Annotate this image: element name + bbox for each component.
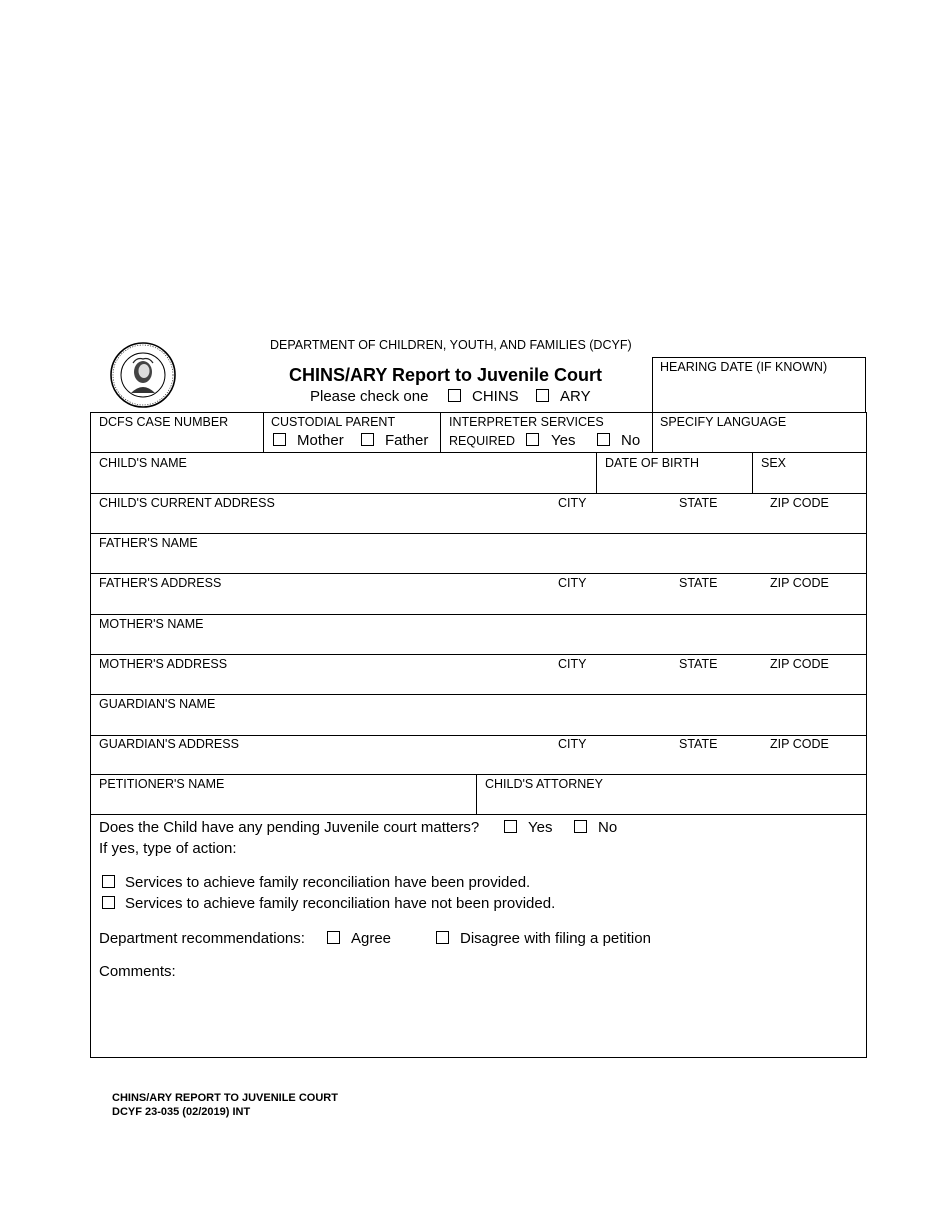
check-prompt: Please check one [310, 388, 429, 405]
specify-language-label: SPECIFY LANGUAGE [660, 415, 787, 429]
zip-code-label: ZIP CODE [770, 737, 829, 751]
divider [440, 412, 441, 452]
city-label: CITY [558, 737, 587, 751]
dept-recommendations-label: Department recommendations: [99, 930, 305, 947]
petitioner-name-label: PETITIONER'S NAME [99, 777, 225, 791]
city-label: CITY [558, 576, 587, 590]
zip-code-label: ZIP CODE [770, 496, 829, 510]
services-not-provided-checkbox[interactable] [102, 896, 115, 909]
ary-checkbox[interactable] [536, 389, 549, 402]
mother-label: Mother [297, 432, 344, 449]
father-checkbox[interactable] [361, 433, 374, 446]
services-not-provided-label: Services to achieve family reconciliation have not been provided. [125, 895, 556, 912]
guardian-address-label: GUARDIAN'S ADDRESS [99, 737, 239, 751]
pending-no-label: No [598, 819, 618, 836]
sex-label: SEX [761, 456, 787, 470]
required-label: REQUIRED [449, 434, 515, 448]
custodial-parent-label: CUSTODIAL PARENT [271, 415, 396, 429]
footer-form-title: CHINS/ARY REPORT TO JUVENILE COURT [112, 1092, 338, 1104]
interpreter-label: INTERPRETER SERVICES [449, 415, 604, 429]
state-label: STATE [679, 737, 718, 751]
row-line [90, 814, 867, 815]
type-of-action-field[interactable] [250, 838, 850, 858]
state-label: STATE [679, 657, 718, 671]
mother-name-field[interactable] [91, 615, 865, 653]
interpreter-no-checkbox[interactable] [597, 433, 610, 446]
pending-no-checkbox[interactable] [574, 820, 587, 833]
footer-form-number: DCYF 23-035 (02/2019) INT [112, 1106, 251, 1118]
state-seal-logo [109, 341, 177, 409]
childs-attorney-label: CHILD'S ATTORNEY [485, 777, 603, 791]
comments-field[interactable] [99, 984, 859, 1052]
city-label: CITY [558, 657, 587, 671]
date-of-birth-label: DATE OF BIRTH [605, 456, 699, 470]
disagree-checkbox[interactable] [436, 931, 449, 944]
agree-checkbox[interactable] [327, 931, 340, 944]
father-name-label: FATHER'S NAME [99, 536, 198, 550]
guardian-name-label: GUARDIAN'S NAME [99, 697, 216, 711]
mother-address-label: MOTHER'S ADDRESS [99, 657, 228, 671]
services-provided-label: Services to achieve family reconciliation have been provided. [125, 874, 531, 891]
page-title: CHINS/ARY Report to Juvenile Court [289, 365, 603, 385]
agree-label: Agree [351, 930, 392, 947]
chins-label: CHINS [472, 388, 519, 405]
pending-matters-question: Does the Child have any pending Juvenile court matters? [99, 819, 480, 836]
chins-checkbox[interactable] [448, 389, 461, 402]
child-address-label: CHILD'S CURRENT ADDRESS [99, 496, 275, 510]
case-number-label: DCFS CASE NUMBER [99, 415, 229, 429]
city-label: CITY [558, 496, 587, 510]
comments-label: Comments: [99, 963, 176, 980]
zip-code-label: ZIP CODE [770, 576, 829, 590]
ary-label: ARY [560, 388, 591, 405]
childs-name-label: CHILD'S NAME [99, 456, 187, 470]
state-label: STATE [679, 496, 718, 510]
interpreter-yes-checkbox[interactable] [526, 433, 539, 446]
mother-name-label: MOTHER'S NAME [99, 617, 204, 631]
services-provided-checkbox[interactable] [102, 875, 115, 888]
hearing-date-label: HEARING DATE (IF KNOWN) [660, 360, 828, 374]
father-address-label: FATHER'S ADDRESS [99, 576, 222, 590]
disagree-label: Disagree with filing a petition [460, 930, 651, 947]
interpreter-no-label: No [621, 432, 641, 449]
pending-yes-label: Yes [528, 819, 553, 836]
state-label: STATE [679, 576, 718, 590]
interpreter-yes-label: Yes [551, 432, 576, 449]
divider [263, 412, 264, 452]
mother-checkbox[interactable] [273, 433, 286, 446]
zip-code-label: ZIP CODE [770, 657, 829, 671]
father-name-field[interactable] [91, 534, 865, 572]
pending-yes-checkbox[interactable] [504, 820, 517, 833]
department-name: DEPARTMENT OF CHILDREN, YOUTH, AND FAMILIES (DCYF) [270, 338, 632, 352]
father-label: Father [385, 432, 429, 449]
if-yes-label: If yes, type of action: [99, 840, 237, 857]
